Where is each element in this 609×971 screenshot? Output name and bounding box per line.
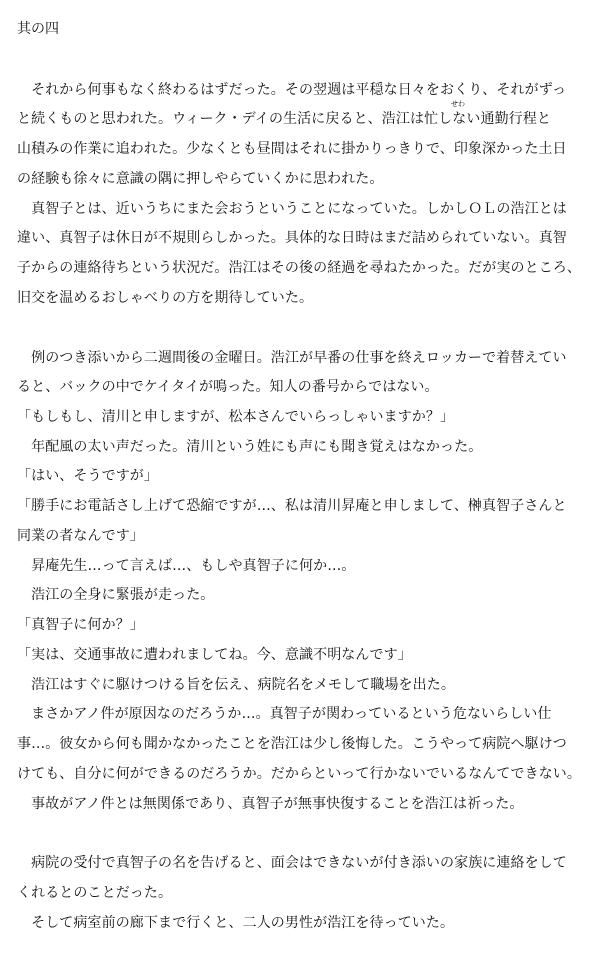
text-line: 病院の受付で真智子の名を告げると、面会はできないが付き添いの家族に連絡をして (17, 855, 567, 871)
text-line: 山積みの作業に追われた。少なくとも昼間はそれに掛かりっきりで、印象深かった土日 (17, 141, 567, 157)
text-line: 年配風の太い声だった。清川という姓にも声にも聞き覚えはなかった。 (17, 439, 483, 455)
text-line: 事…。彼女から何も聞かなかったことを浩江は少し後悔した。こうやって病院へ駆けつ (17, 736, 567, 752)
text-line: 「勝手にお電話さし上げて恐縮ですが…、私は清川昇庵と申しまして、榊真智子さんと (17, 498, 567, 514)
text-line: 同業の者なんです」 (17, 528, 144, 544)
text-line: 「実は、交通事故に遭われましてね。今、意識不明なんです」 (17, 647, 412, 663)
text-line: 事故がアノ件とは無関係であり、真智子が無事快復することを浩江は祈った。 (17, 796, 524, 812)
text-line: それから何事もなく終わるはずだった。その翌週は平穏な日々をおくり、それがずっ (17, 82, 567, 98)
text-line: 真智子とは、近いうちにまた会おうということになっていた。しかしＯＬの浩江とは (17, 201, 567, 217)
text-line: 子からの連絡待ちという状況だ。浩江はその後の経過を尋ねたかった。だが実のところ、 (17, 260, 581, 276)
text-line: くれるとのことだった。 (17, 885, 173, 901)
text-line: 例のつき添いから二週間後の金曜日。浩江が早番の仕事を終えロッカーで着替えてい (17, 350, 567, 366)
text-line: まさかアノ件が原因なのだろうか…。真智子が関わっているという危ないらしい仕 (17, 706, 552, 722)
text-line: と続くものと思われた。ウィーク・デイの生活に戻ると、浩江は忙しない通勤行程と (17, 111, 551, 127)
text-line: ると、バックの中でケイタイが鳴った。知人の番号からではない。 (17, 379, 439, 395)
text-line: 違い、真智子は休日が不規則らしかった。具体的な日時はまだ詰められていない。真智 (17, 230, 567, 246)
text-line: 「はい、そうですが」 (17, 468, 158, 484)
text-line: けても、自分に何ができるのだろうか。だからといって行かないでいるなんてできない。 (17, 766, 581, 782)
text-line: の経験も徐々に意識の隅に押しやらていくかに思われた。 (17, 171, 384, 187)
section-heading: 其の四 (17, 21, 59, 37)
text-line: 浩江の全身に緊張が走った。 (17, 587, 215, 603)
text-line: 昇庵先生…って言えば…、もしや真智子に何か…。 (17, 558, 356, 574)
text-line: 「真智子に何か？」 (17, 617, 144, 633)
text-line: 浩江はすぐに駆けつける旨を伝え、病院名をメモして職場を出た。 (17, 677, 455, 693)
text-line: そして病室前の廊下まで行くと、二人の男性が浩江を待っていた。 (17, 915, 455, 931)
text-line: 「もしもし、清川と申しますが、松本さんでいらっしゃいますか？」 (17, 409, 455, 425)
furigana-annotation: せわ (451, 100, 465, 108)
text-line: 旧交を温めるおしゃべりの方を期待していた。 (17, 290, 314, 306)
